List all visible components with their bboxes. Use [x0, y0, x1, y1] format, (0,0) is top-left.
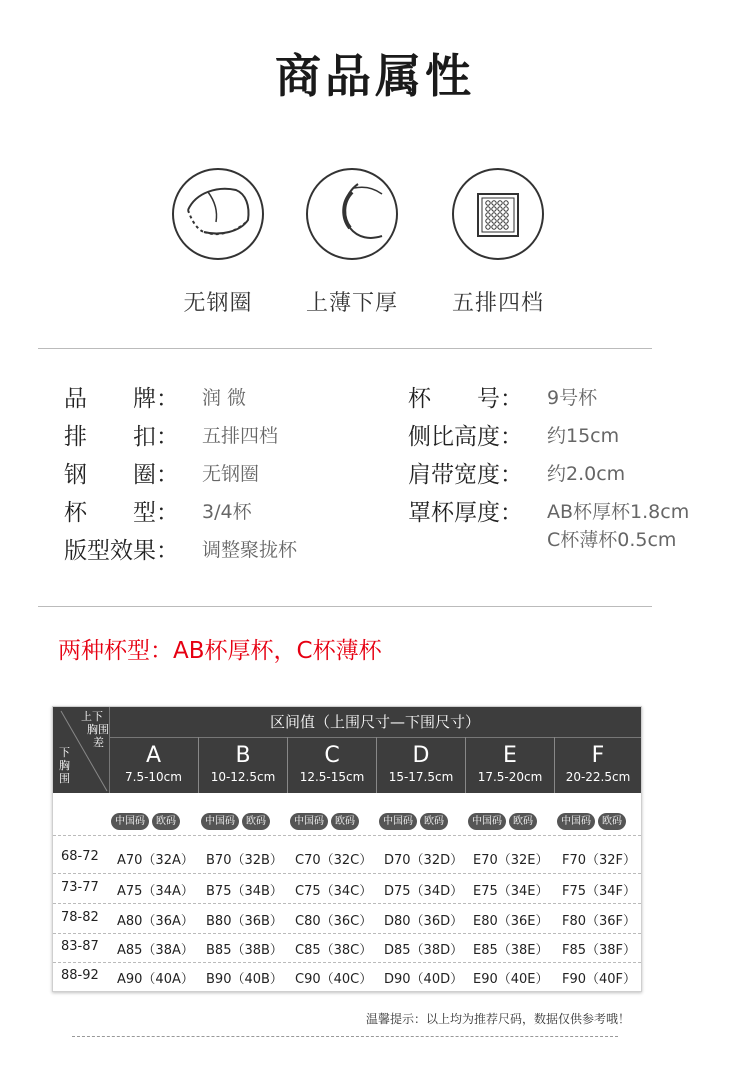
feature-no-wire: [148, 168, 288, 317]
column-header-f: [555, 737, 641, 793]
spec-value: 调整聚拢杯: [202, 539, 298, 561]
column-header-a: [109, 737, 198, 793]
size-code-badges: [557, 809, 629, 829]
cup-range: 7.5-10cm: [125, 770, 182, 784]
spec-clasp: [64, 418, 179, 450]
cup-type-note: 两种杯型：AB杯厚杯，C杯薄杯: [58, 638, 382, 664]
spec-key: 肩带宽度：: [408, 462, 523, 488]
size-cell: A70（32A）: [117, 853, 194, 868]
feature-hook-eye: [428, 168, 568, 317]
size-code-badges: [290, 809, 362, 829]
feature-cup-profile: [282, 168, 422, 317]
cup-letter: F: [591, 743, 605, 768]
size-cell: B70（32B）: [206, 853, 283, 868]
size-cell: A85（38A）: [117, 943, 194, 958]
size-cell: E85（38E）: [473, 943, 549, 958]
column-header-b: [199, 737, 287, 793]
size-cell: E90（40E）: [473, 972, 549, 987]
column-header-e: [466, 737, 554, 793]
cn-size-badge: 中国码: [290, 813, 328, 830]
bra-cup-no-wire-icon: [172, 168, 264, 260]
size-code-badges: [111, 809, 183, 829]
size-cell: D80（36D）: [384, 914, 464, 929]
eu-size-badge: 欧码: [242, 813, 270, 830]
table-corner: [53, 707, 110, 793]
size-cell: E80（36E）: [473, 914, 549, 929]
feature-icons: [0, 168, 750, 318]
size-cell: A90（40A）: [117, 972, 194, 987]
corner-label: 下: [59, 746, 70, 759]
spec-value: 9号杯: [547, 387, 598, 409]
size-cell: C70（32C）: [295, 853, 373, 868]
spec-effect: [64, 532, 179, 564]
eu-size-badge: 欧码: [331, 813, 359, 830]
underbust-cell: 88-92: [61, 968, 99, 983]
size-cell: A80（36A）: [117, 914, 194, 929]
size-code-badges: [468, 809, 540, 829]
corner-label: 上下: [81, 710, 103, 723]
spec-value: 五排四档: [202, 425, 279, 447]
spec-cup-number: [408, 380, 523, 412]
cn-size-badge: 中国码: [111, 813, 149, 830]
spec-key: 罩杯厚度：: [408, 500, 523, 526]
spec-cup-type: [64, 494, 179, 526]
cup-range: 12.5-15cm: [299, 770, 365, 784]
spec-wire: [64, 456, 179, 488]
cup-letter: B: [235, 743, 251, 768]
spec-value: C杯薄杯0.5cm: [547, 529, 677, 551]
size-code-badges: [201, 809, 273, 829]
size-cell: C75（34C）: [295, 884, 373, 899]
size-cell: F90（40F）: [562, 972, 637, 987]
hook-and-eye-icon: [452, 168, 544, 260]
row-divider: [53, 933, 641, 934]
eu-size-badge: 欧码: [509, 813, 537, 830]
cup-range: 20-22.5cm: [565, 770, 631, 784]
spec-key: 侧比高度：: [408, 424, 523, 450]
spec-key: 杯 号：: [408, 386, 523, 412]
feature-label: 五排四档: [451, 291, 544, 316]
cup-letter: C: [324, 743, 340, 768]
size-cell: F75（34F）: [562, 884, 637, 899]
size-cell: D85（38D）: [384, 943, 464, 958]
spec-key: 版型效果：: [64, 538, 179, 564]
eu-size-badge: 欧码: [598, 813, 626, 830]
row-divider: [53, 835, 641, 836]
spec-value: 3/4杯: [202, 501, 252, 523]
row-divider: [53, 873, 641, 874]
cup-range: 10-12.5cm: [210, 770, 276, 784]
row-divider: [53, 903, 641, 904]
eu-size-badge: 欧码: [152, 813, 180, 830]
row-divider: [53, 962, 641, 963]
size-cell: B90（40B）: [206, 972, 283, 987]
size-cell: F80（36F）: [562, 914, 637, 929]
feature-label: 上薄下厚: [305, 291, 398, 316]
spec-key: 钢 圈：: [64, 462, 179, 488]
size-cell: B85（38B）: [206, 943, 283, 958]
footer-note: 温馨提示：以上均为推荐尺码，数据仅供参考哦！: [365, 1012, 630, 1026]
footer-divider: [72, 1036, 618, 1037]
cup-profile-icon: [306, 168, 398, 260]
underbust-cell: 73-77: [61, 880, 99, 895]
eu-size-badge: 欧码: [420, 813, 448, 830]
cn-size-badge: 中国码: [557, 813, 595, 830]
underbust-cell: 68-72: [61, 849, 99, 864]
column-header-d: [377, 737, 465, 793]
spec-value: 约15cm: [547, 425, 620, 447]
corner-label: 差: [93, 736, 104, 749]
divider: [38, 348, 652, 349]
size-cell: F85（38F）: [562, 943, 637, 958]
cup-letter: A: [145, 743, 162, 768]
spec-brand: [64, 380, 179, 412]
cup-letter: E: [503, 743, 517, 768]
spec-cup-thickness: [408, 494, 523, 526]
column-header-c: [288, 737, 376, 793]
spec-side-height: [408, 418, 523, 450]
size-cell: E70（32E）: [473, 853, 549, 868]
size-cell: D90（40D）: [384, 972, 464, 987]
size-table: [52, 706, 642, 992]
corner-label: 围: [59, 772, 70, 785]
size-cell: D70（32D）: [384, 853, 464, 868]
spec-value: 润 微: [202, 387, 247, 409]
corner-label: 胸: [59, 759, 70, 772]
cup-range: 17.5-20cm: [477, 770, 543, 784]
range-title: 区间值（上围尺寸—下围尺寸）: [109, 707, 641, 738]
size-cell: F70（32F）: [562, 853, 637, 868]
cup-range: 15-17.5cm: [388, 770, 454, 784]
size-code-badges: [379, 809, 451, 829]
underbust-cell: 78-82: [61, 910, 99, 925]
cn-size-badge: 中国码: [468, 813, 506, 830]
size-cell: D75（34D）: [384, 884, 464, 899]
spec-value: 无钢圈: [202, 463, 260, 485]
corner-label: 胸围: [87, 723, 109, 736]
size-cell: B80（36B）: [206, 914, 283, 929]
size-cell: E75（34E）: [473, 884, 549, 899]
cup-letter: D: [412, 743, 430, 768]
size-cell: C80（36C）: [295, 914, 373, 929]
divider: [38, 606, 652, 607]
page-title: 商品属性: [275, 49, 475, 103]
size-cell: A75（34A）: [117, 884, 194, 899]
size-cell: B75（34B）: [206, 884, 283, 899]
feature-label: 无钢圈: [183, 291, 253, 316]
spec-key: 品 牌：: [64, 386, 179, 412]
spec-key: 排 扣：: [64, 424, 179, 450]
spec-value: AB杯厚杯1.8cm: [547, 501, 690, 523]
size-cell: C85（38C）: [295, 943, 373, 958]
spec-value: 约2.0cm: [547, 463, 626, 485]
table-header: [53, 707, 641, 793]
cn-size-badge: 中国码: [201, 813, 239, 830]
underbust-cell: 83-87: [61, 939, 99, 954]
size-cell: C90（40C）: [295, 972, 373, 987]
spec-key: 杯 型：: [64, 500, 179, 526]
cn-size-badge: 中国码: [379, 813, 417, 830]
spec-strap-width: [408, 456, 523, 488]
